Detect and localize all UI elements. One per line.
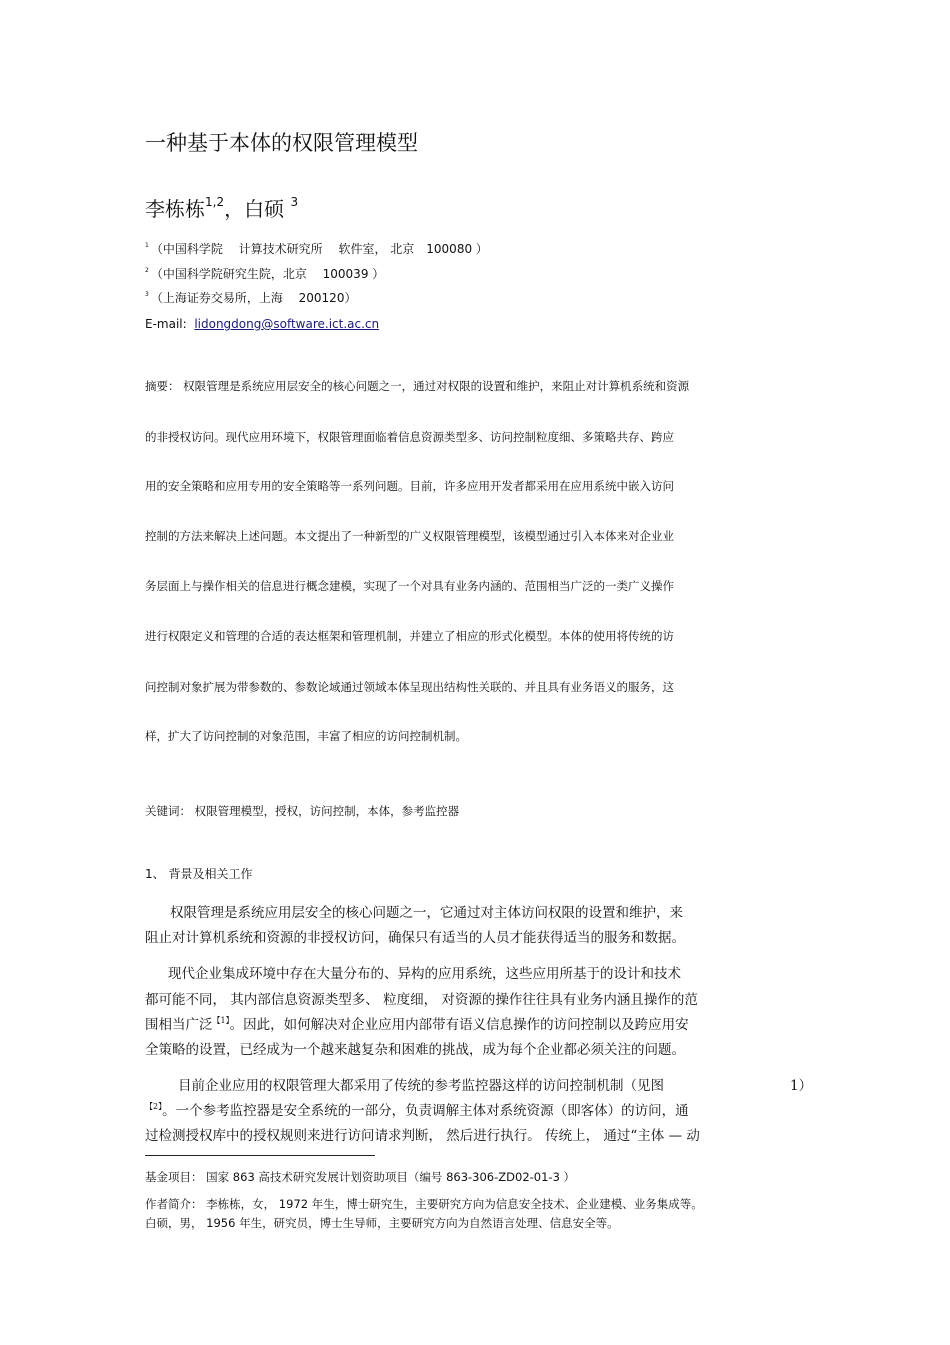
body-line: 现代企业集成环境中存在大量分布的、异构的应用系统，这些应用所基于的设计和技术 bbox=[168, 966, 681, 982]
affiliation-text: （中国科学院研究生院，北京 100039 ） bbox=[150, 267, 385, 281]
author-name: 白硕 bbox=[244, 197, 285, 221]
author-line bbox=[145, 193, 298, 222]
affiliation-line bbox=[145, 265, 384, 282]
body-line: 权限管理是系统应用层安全的核心问题之一，它通过对主体访问权限的设置和维护，来 bbox=[170, 905, 683, 921]
body-text: 。一个参考监控器是安全系统的一部分，负责调解主体对系统资源（即客体）的访问，通 bbox=[162, 1103, 689, 1119]
section-heading: 1、 背景及相关工作 bbox=[145, 867, 253, 881]
body-line bbox=[145, 1099, 689, 1119]
abstract-line: 务层面上与操作相关的信息进行概念建模，实现了一个对具有业务内涵的、范围相当广泛的一类广义操作 bbox=[145, 579, 674, 593]
body-line: 都可能不同， 其内部信息资源类型多、 粒度细， 对资源的操作往往具有业务内涵且操作的范 bbox=[145, 992, 698, 1008]
email-line bbox=[145, 317, 379, 331]
affiliation-number: 1 bbox=[145, 242, 149, 249]
affiliation-line bbox=[145, 289, 356, 306]
body-line bbox=[145, 1013, 689, 1033]
footnote-divider bbox=[145, 1155, 375, 1156]
affiliation-number: 3 bbox=[145, 291, 149, 298]
citation-ref: 【1】 bbox=[212, 1016, 230, 1025]
keywords-line: 关键词： 权限管理模型，授权，访问控制，本体，参考监控器 bbox=[145, 804, 460, 818]
affiliation-marker: 1,2 bbox=[205, 195, 225, 209]
abstract-line: 控制的方法来解决上述问题。本文提出了一种新型的广义权限管理模型，该模型通过引入本体来对企业业 bbox=[145, 529, 674, 543]
affiliation-line bbox=[145, 240, 488, 257]
abstract-line: 的非授权访问。现代应用环境下，权限管理面临着信息资源类型多、访问控制粒度细、多策略共存、跨应 bbox=[145, 430, 674, 444]
abstract-line: 样，扩大了访问控制的对象范围，丰富了相应的访问控制机制。 bbox=[145, 729, 467, 743]
footnote-fund: 基金项目： 国家 863 高技术研究发展计划资助项目（编号 863-306-ZD02-01-3 ） bbox=[145, 1170, 576, 1184]
body-text: 。因此，如何解决对企业应用内部带有语义信息操作的访问控制以及跨应用安 bbox=[229, 1017, 689, 1033]
abstract-line: 摘要： 权限管理是系统应用层安全的核心问题之一，通过对权限的设置和维护，来阻止对计算机系统和资源 bbox=[145, 379, 690, 393]
author-name: 李栋栋 bbox=[145, 197, 205, 221]
body-line: 全策略的设置，已经成为一个越来越复杂和困难的挑战，成为每个企业都必须关注的问题。 bbox=[145, 1042, 685, 1058]
body-line: 阻止对计算机系统和资源的非授权访问，确保只有适当的人员才能获得适当的服务和数据。 bbox=[145, 930, 685, 946]
author-separator: ， bbox=[224, 197, 245, 221]
affiliation-number: 2 bbox=[145, 267, 149, 274]
figure-ref: 1） bbox=[790, 1078, 813, 1094]
footnote-bio: 白硕，男， 1956 年生，研究员，博士生导师，主要研究方向为自然语言处理、信息安全等。 bbox=[145, 1216, 619, 1230]
body-line: 目前企业应用的权限管理大都采用了传统的参考监控器这样的访问控制机制（见图 bbox=[178, 1078, 664, 1094]
footnote-bio: 作者简介： 李栋栋，女， 1972 年生，博士研究生，主要研究方向为信息安全技术、企业建模、业务集成等。 bbox=[145, 1197, 703, 1211]
paper-title: 一种基于本体的权限管理模型 bbox=[145, 131, 418, 155]
email-link[interactable]: lidongdong@software.ict.ac.cn bbox=[194, 317, 380, 331]
citation-ref: 【2】 bbox=[145, 1102, 163, 1111]
email-label: E-mail: bbox=[145, 317, 187, 331]
affiliation-text: （上海证券交易所，上海 200120） bbox=[150, 291, 357, 305]
abstract-line: 进行权限定义和管理的合适的表达框架和管理机制，并建立了相应的形式化模型。本体的使用将传统的访 bbox=[145, 629, 674, 643]
affiliation-text: （中国科学院 计算技术研究所 软件室， 北京 100080 ） bbox=[150, 242, 488, 256]
abstract-line: 用的安全策略和应用专用的安全策略等一系列问题。目前，许多应用开发者都采用在应用系统中嵌入访问 bbox=[145, 479, 674, 493]
affiliation-marker: 3 bbox=[290, 195, 299, 209]
body-text: 围相当广泛 bbox=[145, 1017, 213, 1033]
abstract-line: 问控制对象扩展为带参数的、参数论域通过领域本体呈现出结构性关联的、并且具有业务语义的服务，这 bbox=[145, 680, 674, 694]
body-line: 过检测授权库中的授权规则来进行访问请求判断， 然后进行执行。 传统上， 通过“主体 — 动 bbox=[145, 1128, 700, 1144]
